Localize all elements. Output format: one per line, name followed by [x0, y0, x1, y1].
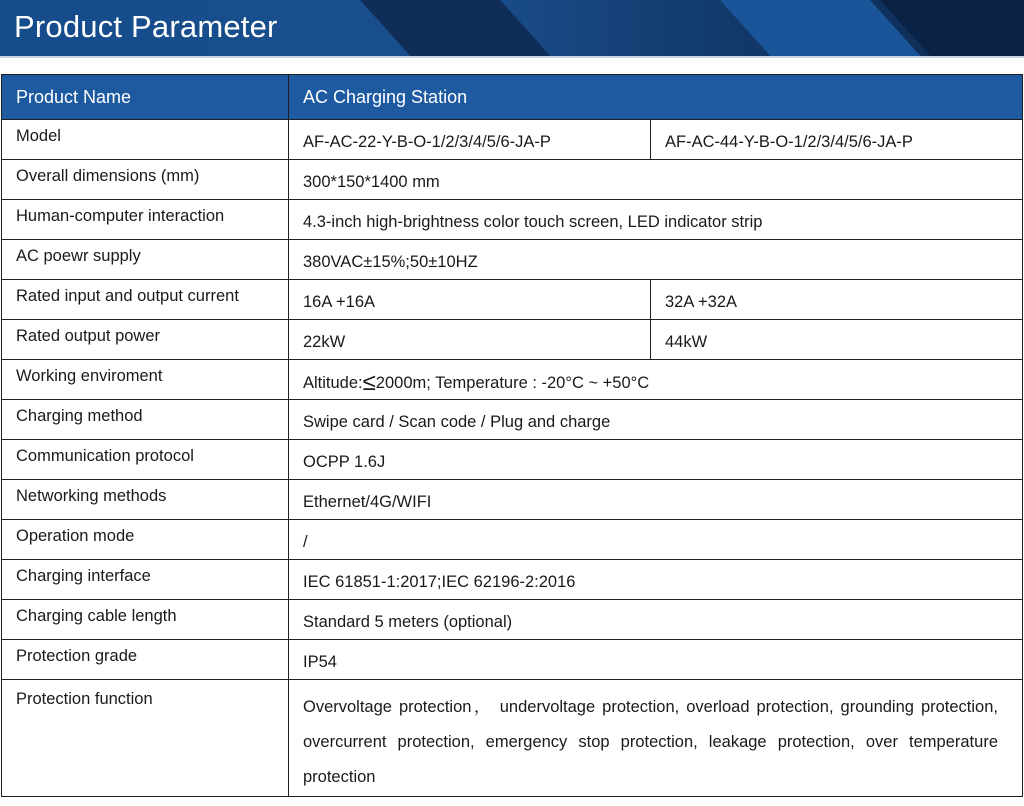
row-label: Protection function — [2, 680, 289, 797]
row-value: 44kW — [651, 320, 1023, 360]
table-row — [2, 560, 1023, 600]
row-value: IEC 61851-1:2017;IEC 62196-2:2016 — [289, 560, 1023, 600]
row-value: 4.3-inch high-brightness color touch screen, LED indicator strip — [289, 200, 1023, 240]
table-row — [2, 240, 1023, 280]
row-label: Human-computer interaction — [2, 200, 289, 240]
row-label: Communication protocol — [2, 440, 289, 480]
row-label: Protection grade — [2, 640, 289, 680]
row-label: Charging method — [2, 400, 289, 440]
row-value: AF-AC-22-Y-B-O-1/2/3/4/5/6-JA-P — [289, 120, 651, 160]
row-label: AC poewr supply — [2, 240, 289, 280]
row-value: 16A +16A — [289, 280, 651, 320]
header-value: AC Charging Station — [289, 75, 1023, 120]
row-label: Networking methods — [2, 480, 289, 520]
table-row — [2, 400, 1023, 440]
row-label: Charging interface — [2, 560, 289, 600]
row-value: Standard 5 meters (optional) — [289, 600, 1023, 640]
table-header-row — [2, 75, 1023, 120]
row-value: Ethernet/4G/WIFI — [289, 480, 1023, 520]
value-prefix: Altitude: — [303, 373, 363, 392]
table-row — [2, 440, 1023, 480]
row-value: IP54 — [289, 640, 1023, 680]
row-value: Overvoltage protection， undervoltage protection, overload protection, grounding protection, overcurrent protection, emergency stop protection, leakage protection, over temperature protection — [289, 680, 1023, 797]
title-banner — [0, 0, 1024, 56]
banner-divider — [0, 56, 1024, 58]
table-row — [2, 600, 1023, 640]
row-value: 380VAC±15%;50±10HZ — [289, 240, 1023, 280]
product-parameter-table — [1, 74, 1023, 797]
row-value: OCPP 1.6J — [289, 440, 1023, 480]
table-row — [2, 640, 1023, 680]
table-row — [2, 520, 1023, 560]
row-label: Overall dimensions (mm) — [2, 160, 289, 200]
row-value: 300*150*1400 mm — [289, 160, 1023, 200]
row-value: AF-AC-44-Y-B-O-1/2/3/4/5/6-JA-P — [651, 120, 1023, 160]
less-equal-symbol: ≤ — [362, 368, 376, 396]
table-row — [2, 320, 1023, 360]
row-value: 32A +32A — [651, 280, 1023, 320]
banner-stripe — [360, 0, 550, 56]
table-row — [2, 120, 1023, 160]
row-value: / — [289, 520, 1023, 560]
table-row — [2, 280, 1023, 320]
table-row — [2, 360, 1023, 400]
value-suffix: 2000m; Temperature : -20°C ~ +50°C — [375, 373, 650, 392]
table-row — [2, 200, 1023, 240]
table-row — [2, 480, 1023, 520]
row-label: Charging cable length — [2, 600, 289, 640]
row-label: Operation mode — [2, 520, 289, 560]
row-value — [289, 360, 1023, 400]
table-row — [2, 160, 1023, 200]
row-value: Swipe card / Scan code / Plug and charge — [289, 400, 1023, 440]
page-title: Product Parameter — [14, 9, 278, 44]
row-label: Model — [2, 120, 289, 160]
row-label: Rated output power — [2, 320, 289, 360]
header-label: Product Name — [2, 75, 289, 120]
row-label: Rated input and output current — [2, 280, 289, 320]
row-label: Working enviroment — [2, 360, 289, 400]
table-row — [2, 680, 1023, 797]
row-value: 22kW — [289, 320, 651, 360]
